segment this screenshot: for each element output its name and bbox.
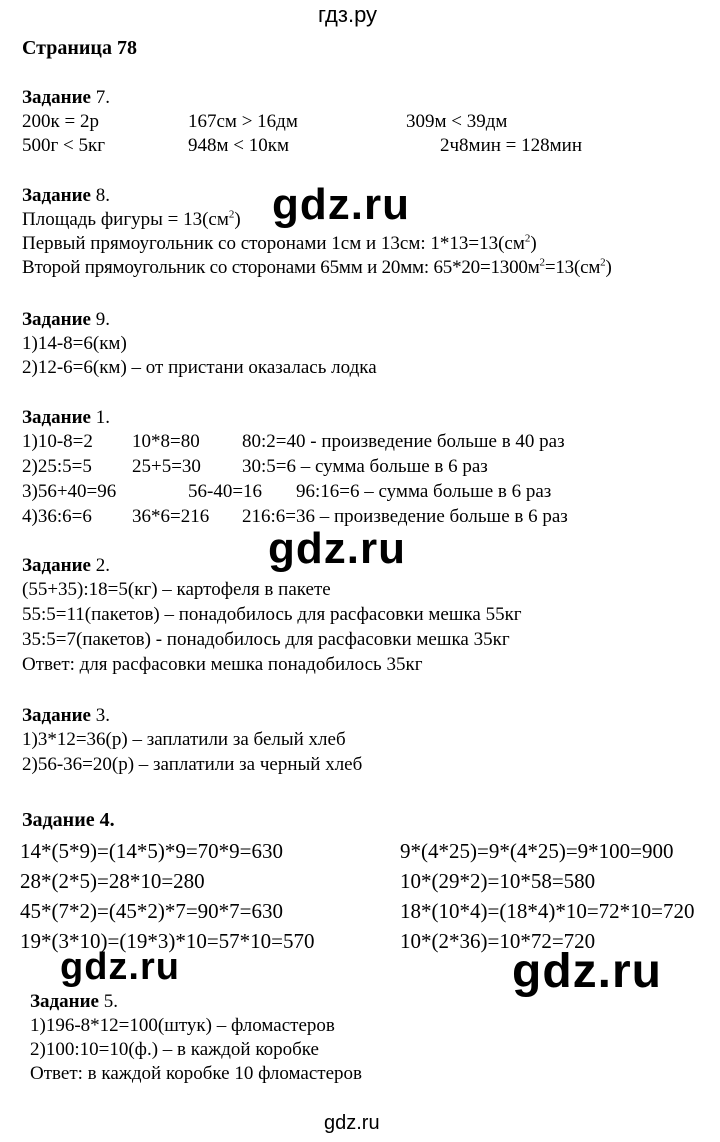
task-number: 1. (95, 407, 110, 428)
text: Первый прямоугольник со сторонами 1см и 13см: 1*13=13(см (22, 233, 525, 254)
task-4-right-line: 10*(2*36)=10*72=720 (400, 929, 596, 953)
task-1-cell: 36*6=216 (132, 506, 210, 527)
task-number: 9. (95, 309, 110, 330)
task-1-cell: 80:2=40 - произведение больше в 40 раз (242, 431, 565, 452)
task-9-line: 2)12-6=6(км) – от пристани оказалась лодка (22, 357, 377, 378)
task-2-heading (22, 554, 110, 578)
task-number: 4. (99, 809, 115, 831)
superscript: 2 (600, 256, 606, 269)
task-7-line: 200к = 2р (22, 111, 99, 132)
task-number: 8. (95, 185, 110, 206)
task-8-line (22, 256, 612, 280)
task-1-heading (22, 406, 110, 430)
task-5-line: Ответ: в каждой коробке 10 фломастеров (30, 1063, 363, 1084)
task-8-heading (22, 184, 110, 208)
task-label: Задание (22, 309, 91, 330)
site-footer: gdz.ru (324, 1112, 380, 1134)
task-label: Задание (22, 87, 91, 108)
superscript: 2 (539, 256, 545, 269)
task-4-left-line: 14*(5*9)=(14*5)*9=70*9=630 (20, 839, 284, 863)
task-1-cell: 96:16=6 – сумма больше в 6 раз (296, 481, 552, 502)
superscript: 2 (524, 232, 531, 245)
task-label: Задание (22, 407, 91, 428)
text: =13(см (544, 257, 601, 278)
text: ) (530, 233, 537, 254)
task-3-heading (22, 704, 110, 728)
task-5-line: 1)196-8*12=100(штук) – фломастеров (30, 1015, 335, 1036)
task-1-cell: 4)36:6=6 (22, 506, 92, 527)
task-7-line: 500г < 5кг (22, 135, 106, 156)
task-9-line: 1)14-8=6(км) (22, 333, 127, 354)
task-1-cell: 3)56+40=96 (22, 481, 117, 502)
task-4-right-line: 10*(29*2)=10*58=580 (400, 869, 596, 893)
task-1-cell: 1)10-8=2 (22, 431, 93, 452)
task-1-cell: 216:6=36 – произведение больше в 6 раз (242, 506, 568, 527)
task-number: 2. (95, 555, 110, 576)
task-label: Задание (22, 809, 95, 831)
text: Площадь фигуры = 13(см (22, 209, 229, 230)
text: ) (234, 209, 241, 230)
page-title: Страница 78 (22, 37, 137, 59)
watermark: gdz.ru (60, 946, 180, 988)
task-2-line: Ответ: для расфасовки мешка понадобилось 35кг (22, 654, 423, 675)
task-1-cell: 2)25:5=5 (22, 456, 92, 477)
task-8-line (22, 208, 241, 232)
text: Второй прямоугольник со сторонами 65мм и 20мм: 65*20=1300м (22, 257, 540, 278)
text: ) (605, 257, 612, 278)
task-label: Задание (22, 555, 91, 576)
task-label: Задание (30, 991, 99, 1012)
task-4-right-line: 9*(4*25)=9*(4*25)=9*100=900 (400, 839, 674, 863)
task-9-heading (22, 308, 110, 332)
task-7-line: 2ч8мин = 128мин (440, 135, 582, 156)
task-number: 5. (103, 991, 118, 1012)
task-4-right-line: 18*(10*4)=(18*4)*10=72*10=720 (400, 899, 695, 923)
watermark: gdz.ru (268, 524, 406, 573)
task-5-line: 2)100:10=10(ф.) – в каждой коробке (30, 1039, 319, 1060)
task-3-line: 1)3*12=36(р) – заплатили за белый хлеб (22, 729, 346, 750)
task-2-line: 35:5=7(пакетов) - понадобилось для расфасовки мешка 35кг (22, 629, 510, 650)
task-1-cell: 10*8=80 (132, 431, 200, 452)
task-label: Задание (22, 705, 91, 726)
task-7-line: 309м < 39дм (406, 111, 508, 132)
task-number: 7. (95, 87, 110, 108)
superscript: 2 (228, 208, 235, 221)
task-1-cell: 25+5=30 (132, 456, 201, 477)
task-5-heading (30, 990, 118, 1014)
site-header: гдз.ру (318, 2, 378, 27)
task-number: 3. (95, 705, 110, 726)
task-4-heading (22, 808, 115, 832)
task-1-cell: 56-40=16 (188, 481, 263, 502)
task-1-cell: 30:5=6 – сумма больше в 6 раз (242, 456, 488, 477)
watermark: gdz.ru (272, 180, 410, 229)
task-2-line: (55+35):18=5(кг) – картофеля в пакете (22, 579, 331, 600)
task-3-line: 2)56-36=20(р) – заплатили за черный хлеб (22, 754, 363, 775)
task-7-heading (22, 86, 110, 110)
watermark: gdz.ru (512, 945, 662, 998)
task-7-line: 948м < 10км (188, 135, 289, 156)
task-4-left-line: 28*(2*5)=28*10=280 (20, 869, 205, 893)
task-label: Задание (22, 185, 91, 206)
task-4-left-line: 45*(7*2)=(45*2)*7=90*7=630 (20, 899, 284, 923)
task-4-left-line: 19*(3*10)=(19*3)*10=57*10=570 (20, 929, 315, 953)
task-2-line: 55:5=11(пакетов) – понадобилось для расфасовки мешка 55кг (22, 604, 522, 625)
task-7-line: 167см > 16дм (188, 111, 298, 132)
task-8-line (22, 232, 537, 256)
